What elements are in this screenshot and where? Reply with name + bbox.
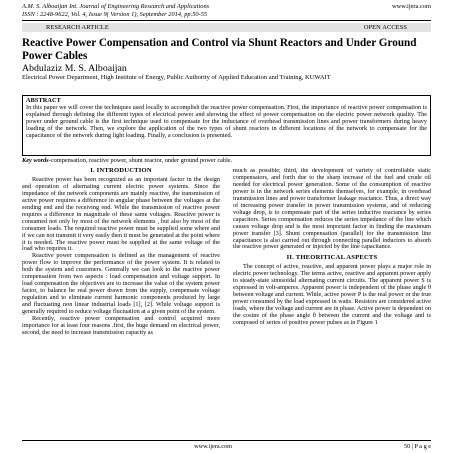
keywords-line [22,157,431,164]
section-heading-introduction: I. INTRODUCTION [90,168,152,174]
paragraph: much as possible; third, the development of variety of controllable static compensators, and forth due to the sharp increase of the fuel and crude oil needed for electrical power generation. Some of the consumption of reactive power is in the network series elements themselves, for example, in overhead transmission lines and power transformer leakage reactance. Thus, a direct way of increasing power transfer in power transmission systems, and of reducing voltage drop, is to compensate part of the series inductive reactance by series capacitors. Series compensation reduces the series impedance of the line which causes voltage drop and is the most important factor in finding the maximum power transfer [3]. Shunt compensation (parallel) for the transmission line capacitance is also carried out through connecting parallel inductors to absorb the reactive power generated or injected by the line capacitance. [233,168,431,251]
right-column [233,168,431,438]
abstract-heading: ABSTRACT [26,97,61,104]
footer-url-link[interactable]: www.ijera.com [194,443,232,450]
paragraph: Recently, reactive power compensation and control acquired more importance for at least four reasons .first, the huge demand on electrical power, second, the need to increase transmission capacity as [22,315,220,336]
page-number: 50 | P a g e [404,443,431,450]
paper-title: Reactive Power Compensation and Control via Shunt Reactors and Under Ground Power Cables [22,37,417,62]
keywords-text: -compensation, reactive power, shunt reactor, under ground power cable. [48,157,233,164]
abstract-box [22,95,431,156]
left-column [22,168,220,438]
journal-citation: A.M. S. Alboaijan Int. Journal of Engineering Research and Applications [22,3,210,10]
paragraph: The concept of active, reactive, and apparent power plays a major role in electric power technology. The terms active, reactive and apparent power apply to steady-state sinusoidal alternating current circuits. The apparent power S is expressed in volt-amperes. Apparent power is independent of the phase angle θ between voltage and current. While, active power P is the real power or the true power consumed by the load expressed in watts. Resistors are considered active loads, where the voltage and current are in phase. Active power is dependent on the cosine of the phase angle θ between the current and the voltage and is composed of series of positive power pulses as in Figure 1 [233,263,431,327]
paragraph: Reactive power has been recognized as an important factor in the design and operation of alternating current electric power systems. Since the impedance of the network components are mainly reactive, the transmission of active power requires a difference in angular phase between the voltages at the sending end and the receiving end. While the transmission of reactive power requires a difference in magnitude of these same voltages. Reactive power is consumed not only by most of the network elements , but also by most of the consumer loads. The required reactive power must be supplied some where and if we can not transmit it very easily then it must be generated at the point where it is needed. The reactive power must be supplied at the same voltage of the load who requires it. [22,175,220,253]
article-type-band [22,23,431,32]
author-affiliation: Electrical Power Department, High Institute of Energy, Public Authority of Applied Education and Training, KUWAIT [22,74,331,81]
research-article-label: RESEARCH ARTICLE [46,24,109,31]
journal-url-link[interactable]: www.ijera.com [392,3,431,10]
author-name: Abdulaziz M. S. Alboaijan [22,63,127,74]
keywords-label: Key words [22,157,49,164]
open-access-label: OPEN ACCESS [363,24,407,31]
footer-divider [22,440,431,441]
abstract-text: In this paper we will cover the techniques used locally to accomplish the reactive power compensation. First, the importance of reactive power compensation is explained through defining the different types of electrical power and showing the effect of power compensation on the electric power network quality. The power under ground cable is the first technique used to compensate for the inductance of overhead transmission lines and power transformers during heavy loading of the network. Then, we explore the application of the two types of shunt reactors in different locations of the network to compensate for the capacitance of the network during light loading. Finally, a conclusion is presented. [26,104,427,140]
running-header [22,3,431,18]
page-footer [22,443,431,450]
issn-line: ISSN : 2248-9622, Vol. 4, Issue 9( Version 1), September 2014, pp.50-55 [22,10,208,18]
paragraph: Reactive power compensation is defined as the management of reactive power flow to improve the performance of the power system. It is related to both the system and customers. Generally we can look to the reactive power compensation from two aspects : load compensation and voltage support. In load compensation the objectives are to increase the value of the system power factor, to balance he real power drawn from the supply, compensate voltage regulation and to eliminate current harmonic components produced by large and fluctuating non linear industrial loads [1], [2]. While voltage support is generally required to reduce voltage fluctuation at a given point of the system. [22,252,220,316]
header-divider [22,20,431,21]
section-heading-theoretical-aspects: II. THEORITICAL ASPECTS [286,254,378,262]
